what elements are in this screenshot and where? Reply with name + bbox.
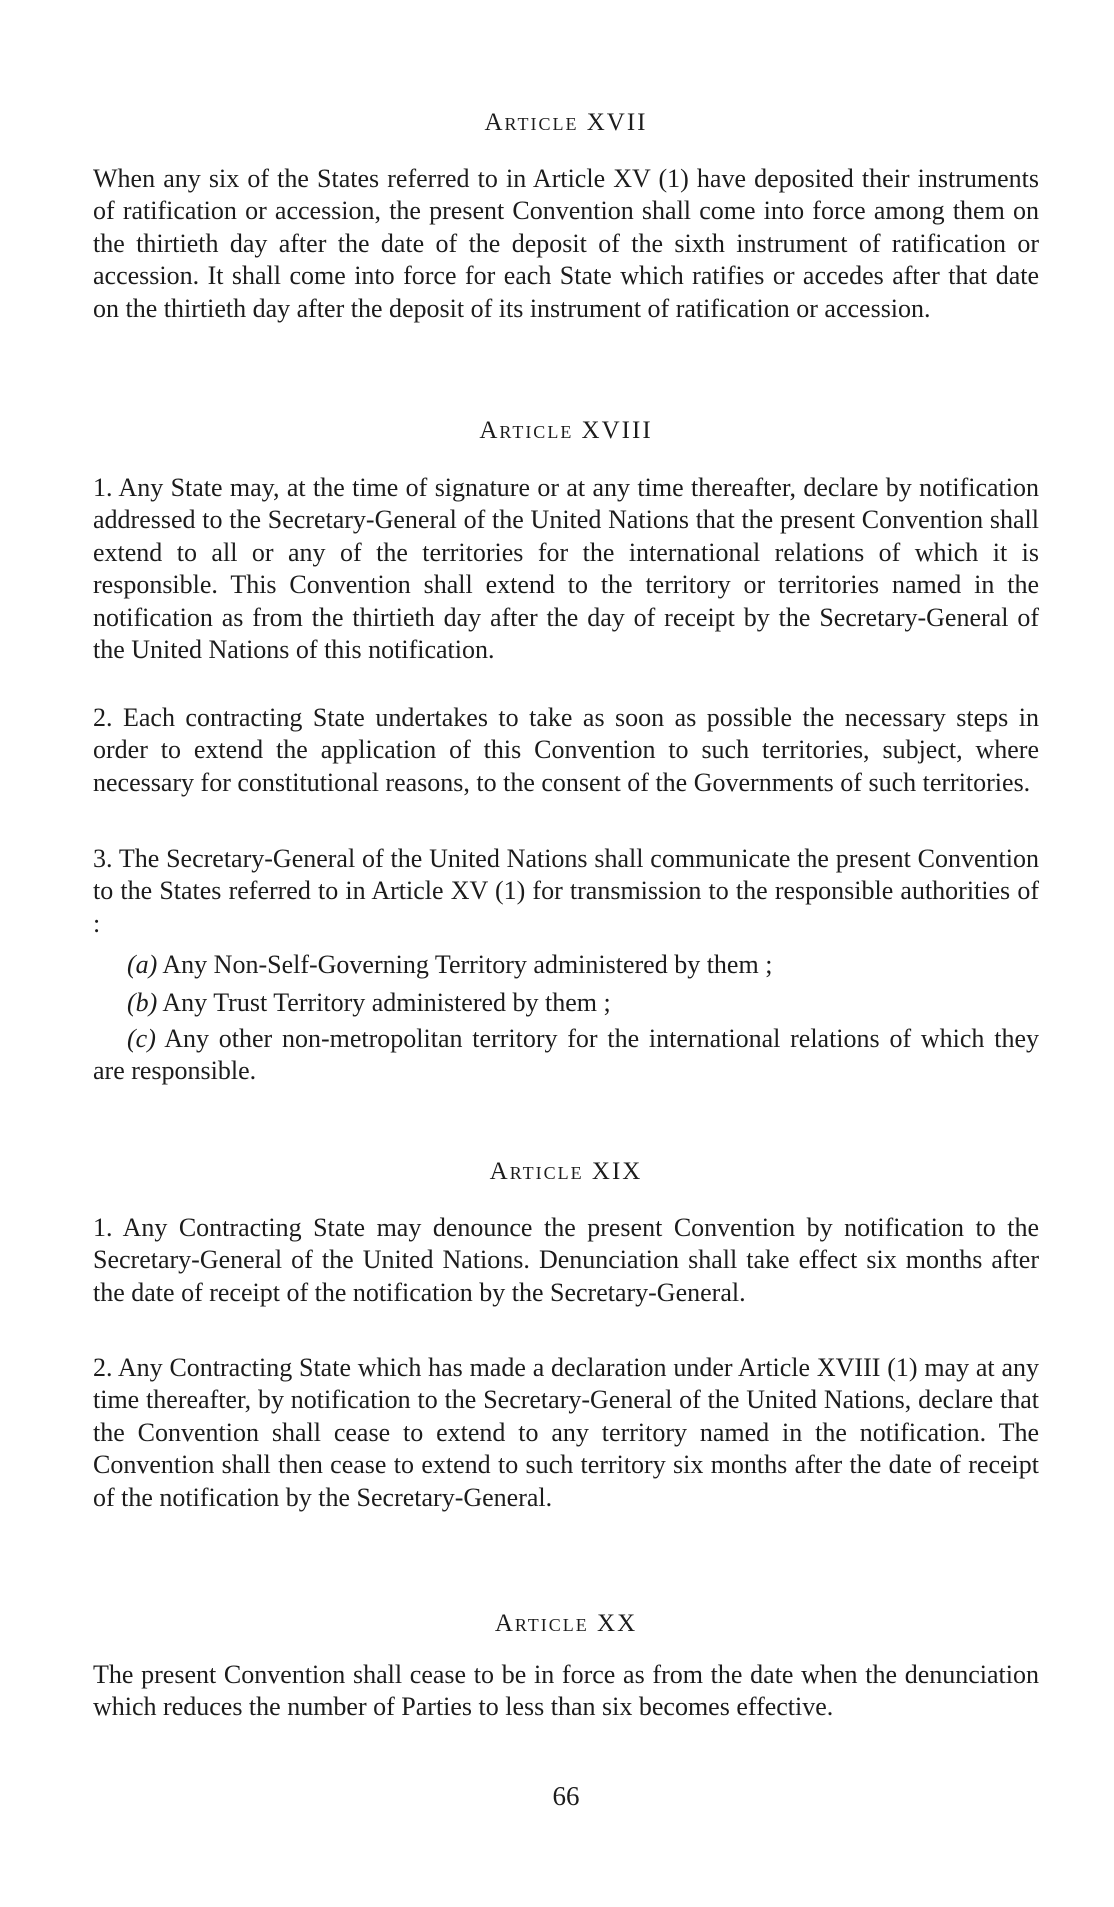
page-number: 66 xyxy=(552,1781,580,1811)
list-item-a xyxy=(127,949,1039,981)
document-page xyxy=(93,0,1039,1907)
article-xx-heading: Article XX xyxy=(494,1610,638,1637)
list-item-b-label: (b) xyxy=(127,988,158,1017)
article-xvii-heading: Article XVII xyxy=(484,109,648,136)
article-xviii-heading: Article XVIII xyxy=(479,417,653,444)
list-item-c xyxy=(93,1023,1039,1088)
article-xviii-paragraph-1: 1. Any State may, at the time of signature or at any time thereafter, declare by notification addressed to the Secretary-General of the United Nations that the present Convention shall extend to all or any of the territories for the international relations of which it is responsible. This Convention shall extend to the territory or territories named in the notification as from the thirtieth day after the day of receipt by the Secretary-General of the United Nations of this notification. xyxy=(93,473,1039,665)
article-xviii-paragraph-2: 2. Each contracting State undertakes to take as soon as possible the necessary steps in order to extend the application of this Convention to such territories, subject, where necessary for constitutional reasons, to the consent of the Governments of such territories. xyxy=(93,703,1039,797)
article-xviii-paragraph-3: 3. The Secretary-General of the United Nations shall communicate the present Convention to the States referred to in Article XV (1) for transmission to the responsible authorities of : xyxy=(93,844,1039,938)
list-item-c-text: Any other non-metropolitan territory for the international relations of which they are responsible. xyxy=(93,1024,1039,1086)
article-xix-heading: Article XIX xyxy=(489,1158,643,1185)
list-item-a-text: Any Non-Self-Governing Territory administered by them ; xyxy=(162,950,773,979)
list-item-a-label: (a) xyxy=(127,950,158,979)
list-item-c-label: (c) xyxy=(127,1024,156,1053)
article-xvii-text: When any six of the States referred to in Article XV (1) have deposited their instruments of ratification or accession, the present Convention shall come into force among them on the thirtieth day after the date of the deposit of the sixth instrument of ratification or accession. It shall come into force for each State which ratifies or accedes after that date on the thirtieth day after the deposit of its instrument of ratification or accession. xyxy=(93,164,1039,323)
list-item-b-text: Any Trust Territory administered by them ; xyxy=(162,988,611,1017)
article-xix-paragraph-2: 2. Any Contracting State which has made a declaration under Article XVIII (1) may at any time thereafter, by notification to the Secretary-General of the United Nations, declare that the Convention shall cease to extend to any territory named in the notification. The Convention shall then cease to extend to such territory six months after the date of receipt of the notification by the Secretary-General. xyxy=(93,1353,1039,1512)
list-item-b xyxy=(127,987,1039,1019)
article-xix-paragraph-1: 1. Any Contracting State may denounce the present Convention by notification to the Secretary-General of the United Nations. Denunciation shall take effect six months after the date of receipt of the notification by the Secretary-General. xyxy=(93,1213,1039,1307)
article-xx-text: The present Convention shall cease to be in force as from the date when the denunciation which reduces the number of Parties to less than six becomes effective. xyxy=(93,1660,1039,1722)
